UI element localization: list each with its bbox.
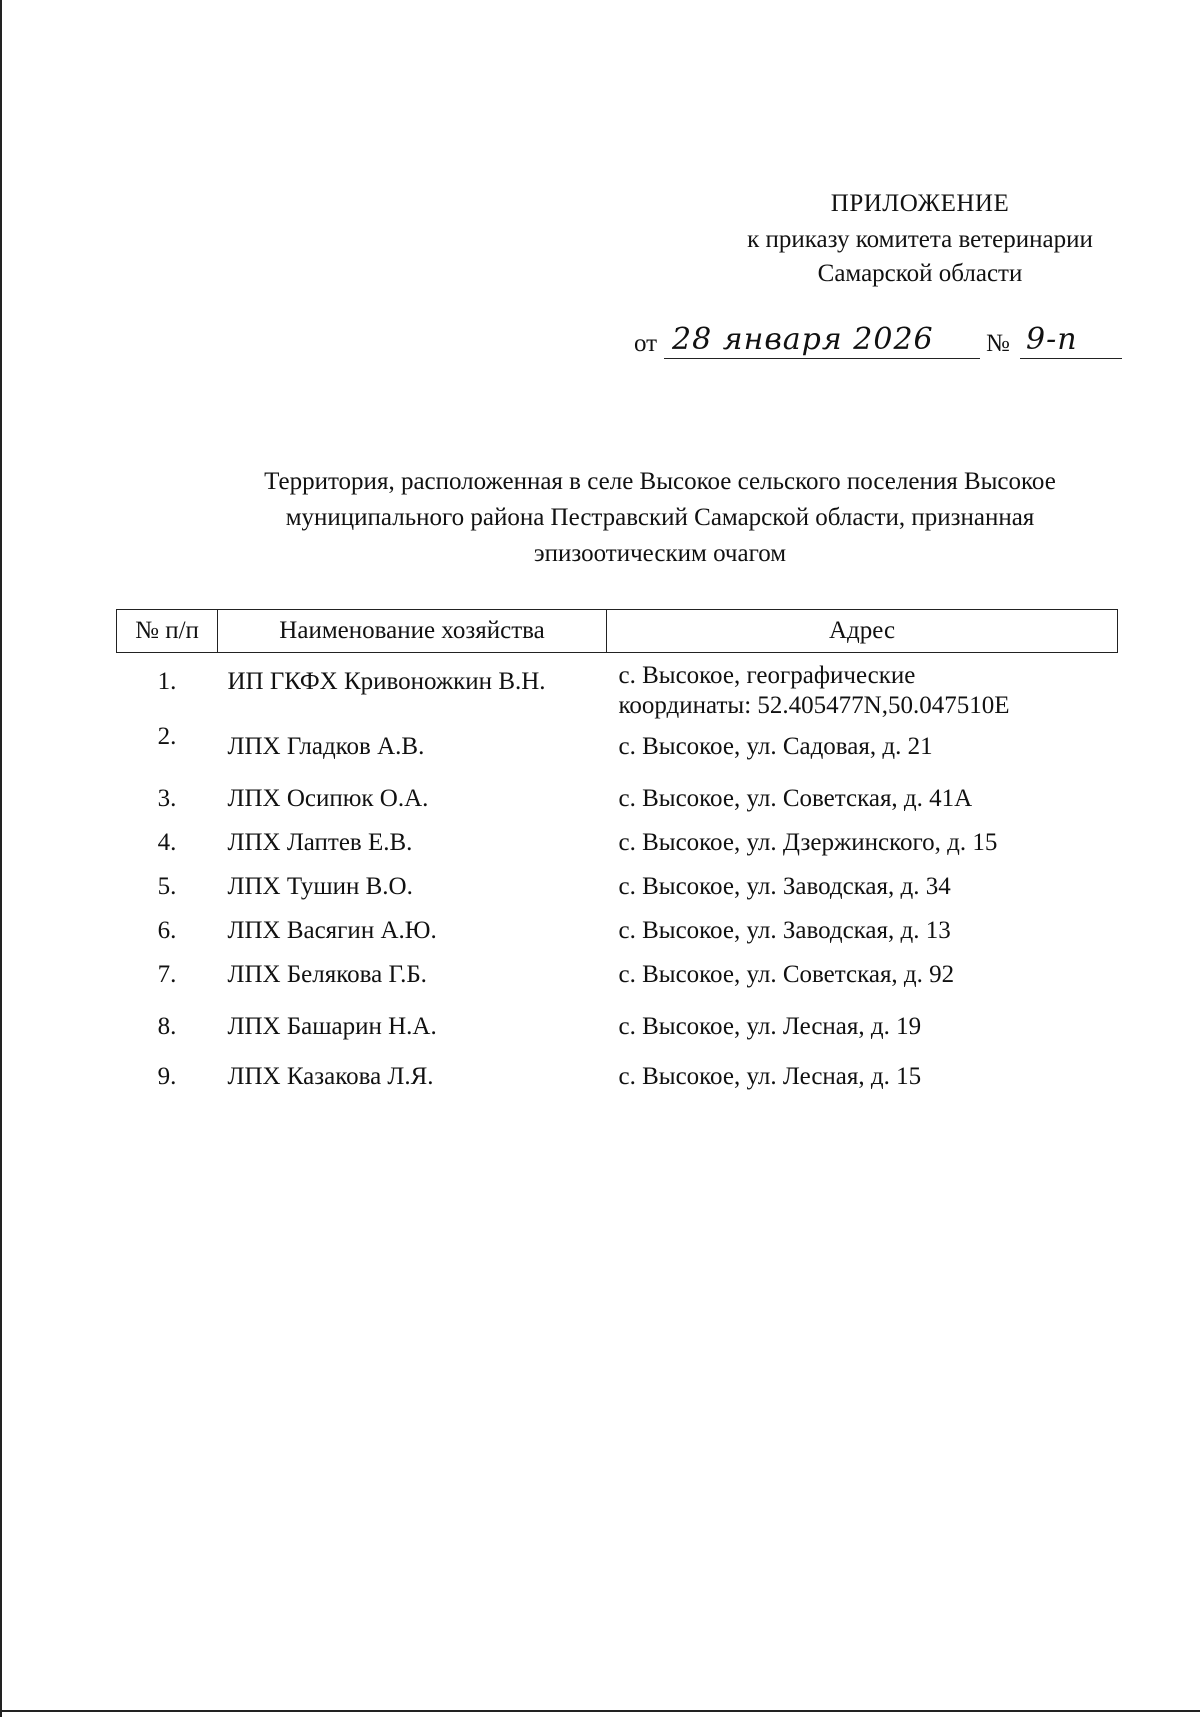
header-number: № п/п xyxy=(117,610,218,653)
row-number: 9. xyxy=(157,1062,177,1090)
table-row xyxy=(117,1003,1118,1053)
header-farm-name: Наименование хозяйства xyxy=(218,610,607,653)
row-farm-name: ЛПХ Осипюк О.А. xyxy=(227,784,429,812)
table-row xyxy=(117,865,1118,909)
date-underline xyxy=(664,358,980,359)
row-address: с. Высокое, ул. Советская, д. 41А xyxy=(618,784,973,812)
scan-left-edge xyxy=(0,0,2,1717)
row-number: 1. xyxy=(157,668,177,695)
row-number: 7. xyxy=(157,960,177,988)
row-number: 2. xyxy=(157,722,177,750)
heading-line: муниципального района Пестравский Самарской области, признанная xyxy=(285,504,1035,531)
address-line: координаты: 52.405477N,50.047510E xyxy=(618,692,1010,719)
scan-bottom-edge xyxy=(0,1710,1200,1712)
row-farm-name: ЛПХ Гладков А.В. xyxy=(227,732,425,760)
appendix-region: Самарской области xyxy=(817,260,1023,287)
table-row xyxy=(117,1053,1118,1103)
row-number: 5. xyxy=(157,872,177,900)
header-address: Адрес xyxy=(607,610,1118,653)
row-farm-name: ЛПХ Васягин А.Ю. xyxy=(227,916,437,944)
farms-table xyxy=(116,609,1118,1103)
order-date-prefix: от xyxy=(634,330,658,357)
row-number: 8. xyxy=(157,1012,177,1040)
table-row xyxy=(117,821,1118,865)
row-address: с. Высокое, ул. Дзержинского, д. 15 xyxy=(618,828,998,856)
table-row xyxy=(117,723,1118,777)
table-header-row xyxy=(117,610,1118,653)
row-address: с. Высокое, ул. Лесная, д. 15 xyxy=(618,1062,922,1090)
row-farm-name: ИП ГКФХ Кривоножкин В.Н. xyxy=(227,668,546,695)
address-line: с. Высокое, географические xyxy=(618,662,916,689)
table-row xyxy=(117,777,1118,821)
order-number-handwritten: 9-п xyxy=(1026,322,1078,357)
row-number: 6. xyxy=(157,916,177,944)
row-address: с. Высокое, ул. Заводская, д. 13 xyxy=(618,916,951,944)
document-heading xyxy=(200,464,1120,572)
row-address: с. Высокое, ул. Лесная, д. 19 xyxy=(618,1012,922,1040)
table-row xyxy=(117,909,1118,953)
appendix-subtitle: к приказу комитета ветеринарии xyxy=(747,226,1093,253)
heading-line: эпизоотическим очагом xyxy=(533,540,787,567)
heading-line: Территория, расположенная в селе Высокое сельского поселения Высокое xyxy=(264,468,1056,495)
table-row xyxy=(117,653,1118,723)
row-farm-name: ЛПХ Белякова Г.Б. xyxy=(227,960,427,988)
table-row xyxy=(117,953,1118,1003)
row-farm-name: ЛПХ Тушин В.О. xyxy=(227,872,413,900)
row-number: 4. xyxy=(157,828,177,856)
order-date-handwritten: 28 января 2026 xyxy=(672,322,934,357)
row-farm-name: ЛПХ Лаптев Е.В. xyxy=(227,828,413,856)
number-underline xyxy=(1020,358,1122,359)
row-address: с. Высокое, ул. Садовая, д. 21 xyxy=(618,732,933,760)
order-reference xyxy=(634,322,1124,362)
row-farm-name: ЛПХ Башарин Н.А. xyxy=(227,1012,437,1040)
row-number: 3. xyxy=(157,784,177,812)
row-address: с. Высокое, ул. Советская, д. 92 xyxy=(618,960,955,988)
order-number-label: № xyxy=(986,330,1010,357)
row-address xyxy=(607,653,1118,723)
appendix-title: ПРИЛОЖЕНИЕ xyxy=(830,190,1010,217)
row-farm-name: ЛПХ Казакова Л.Я. xyxy=(227,1062,434,1090)
row-address: с. Высокое, ул. Заводская, д. 34 xyxy=(618,872,951,900)
